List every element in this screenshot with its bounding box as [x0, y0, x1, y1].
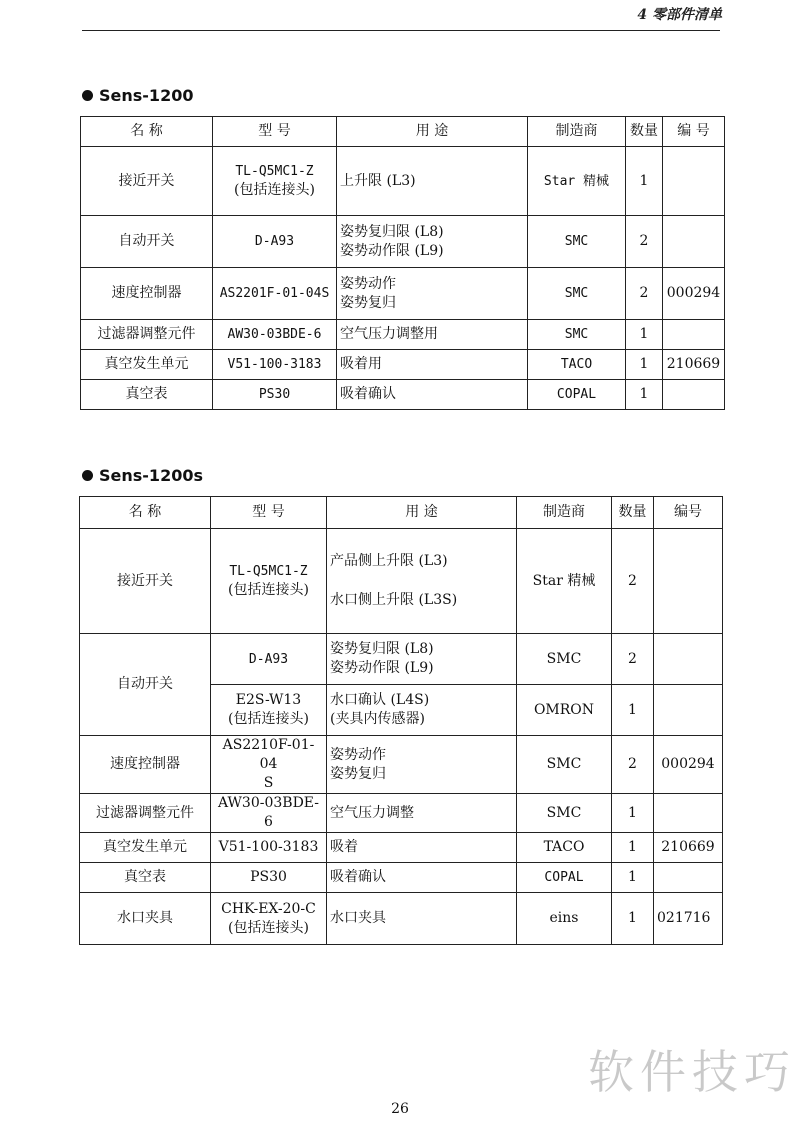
- cell-maker: SMC: [528, 268, 626, 320]
- cell-code: [663, 320, 725, 350]
- use-line: 姿势复归限 (L8): [330, 641, 434, 657]
- cell-code: [654, 634, 723, 685]
- cell-code: 210669: [654, 833, 723, 863]
- cell-maker: Star 精械: [517, 529, 612, 634]
- use-line: 姿势复归: [340, 294, 396, 311]
- model-line: (包括连接头): [228, 919, 309, 936]
- spacer: [330, 571, 513, 591]
- page-number: 26: [391, 1101, 409, 1117]
- column-header: 编 号: [663, 117, 725, 147]
- cell-model: PS30: [211, 863, 327, 893]
- use-line: 姿势动作限 (L9): [330, 660, 434, 676]
- cell-code: 210669: [663, 350, 725, 380]
- table-row: [81, 268, 725, 320]
- column-header: 用 途: [337, 117, 528, 147]
- cell-name: 过滤器调整元件: [80, 794, 211, 833]
- cell-maker: COPAL: [528, 380, 626, 410]
- table-row: [81, 380, 725, 410]
- cell-qty: 1: [626, 320, 663, 350]
- cell-name: 接近开关: [80, 529, 211, 634]
- model-line: (包括连接头): [228, 582, 309, 598]
- use-line: 姿势动作: [340, 275, 396, 292]
- cell-name: 真空表: [80, 863, 211, 893]
- cell-maker: COPAL: [517, 863, 612, 893]
- column-header: 制造商: [517, 497, 612, 529]
- cell-code: [663, 216, 725, 268]
- cell-code: 000294: [654, 736, 723, 794]
- cell-qty: 1: [612, 685, 654, 736]
- cell-use: 吸着确认: [327, 863, 517, 893]
- header-rule: [82, 30, 720, 31]
- cell-model: AS2201F-01-04S: [213, 268, 337, 320]
- cell-name: 自动开关: [80, 634, 211, 736]
- cell-model: D-A93: [211, 634, 327, 685]
- model-line: TL-Q5MC1-Z: [229, 564, 308, 579]
- cell-maker: eins: [517, 893, 612, 945]
- bullet-icon: [82, 90, 93, 101]
- table-row: [81, 320, 725, 350]
- column-header: 名 称: [81, 117, 213, 147]
- section-heading-sens-1200s: [82, 466, 203, 485]
- use-line: (夹具内传感器): [330, 711, 425, 727]
- use-line: 姿势动作: [330, 746, 386, 763]
- table-row: [81, 350, 725, 380]
- cell-use: 吸着确认: [337, 380, 528, 410]
- table-row: [80, 863, 723, 893]
- table-header-row: [80, 497, 723, 529]
- use-line: 水口确认 (L4S): [330, 692, 430, 708]
- table-row: [80, 736, 723, 794]
- bullet-icon: [82, 470, 93, 481]
- cell-name: 真空发生单元: [80, 833, 211, 863]
- parts-table-sens-1200s: [79, 496, 723, 945]
- model-line: S: [263, 775, 274, 791]
- cell-name: 速度控制器: [81, 268, 213, 320]
- model-line: (包括连接头): [228, 711, 309, 727]
- cell-model: [211, 685, 327, 736]
- parts-table-sens-1200: [80, 116, 725, 410]
- cell-name: 自动开关: [81, 216, 213, 268]
- cell-model: V51-100-3183: [211, 833, 327, 863]
- use-line: 姿势复归: [330, 765, 386, 782]
- column-header: 用 途: [327, 497, 517, 529]
- column-header: 型 号: [213, 117, 337, 147]
- cell-qty: 2: [612, 634, 654, 685]
- table-row: [81, 147, 725, 216]
- cell-use: 水口夹具: [327, 893, 517, 945]
- cell-model: [211, 893, 327, 945]
- watermark: 软件技巧: [588, 1045, 796, 1099]
- section-heading-text: Sens-1200s: [99, 466, 203, 485]
- column-header: 名 称: [80, 497, 211, 529]
- cell-maker: OMRON: [517, 685, 612, 736]
- section-heading-sens-1200: [82, 86, 193, 105]
- column-header: 数量: [612, 497, 654, 529]
- section-heading-text: Sens-1200: [99, 86, 194, 105]
- cell-qty: 1: [612, 863, 654, 893]
- cell-qty: 1: [626, 147, 663, 216]
- cell-use: [327, 685, 517, 736]
- cell-model: PS30: [213, 380, 337, 410]
- cell-name: 过滤器调整元件: [81, 320, 213, 350]
- cell-maker: SMC: [528, 320, 626, 350]
- use-line: 姿势复归限 (L8): [340, 223, 444, 240]
- model-line: E2S-W13: [235, 692, 302, 708]
- model-line: (包括连接头): [234, 182, 315, 198]
- cell-name: 真空表: [81, 380, 213, 410]
- cell-maker: TACO: [517, 833, 612, 863]
- table-row: [80, 893, 723, 945]
- column-header: 数量: [626, 117, 663, 147]
- table-row: [80, 833, 723, 863]
- cell-maker: SMC: [517, 794, 612, 833]
- cell-model: [211, 736, 327, 794]
- cell-code: [654, 529, 723, 634]
- cell-code: [654, 685, 723, 736]
- cell-code: [663, 147, 725, 216]
- cell-qty: 2: [612, 736, 654, 794]
- cell-maker: SMC: [517, 634, 612, 685]
- column-header: 制造商: [528, 117, 626, 147]
- cell-model: AW30-03BDE-6: [211, 794, 327, 833]
- cell-use: 吸着: [327, 833, 517, 863]
- cell-use: [327, 529, 517, 634]
- cell-use: 空气压力调整: [327, 794, 517, 833]
- column-header: 型 号: [211, 497, 327, 529]
- cell-name: 水口夹具: [80, 893, 211, 945]
- table-row: [80, 529, 723, 634]
- use-line: 产品侧上升限 (L3): [330, 553, 448, 569]
- cell-model: V51-100-3183: [213, 350, 337, 380]
- model-line: TL-Q5MC1-Z: [235, 164, 314, 179]
- model-line: CHK-EX-20-C: [221, 900, 316, 917]
- table-row: [80, 794, 723, 833]
- cell-name: 速度控制器: [80, 736, 211, 794]
- header-title: 4 零部件清单: [637, 7, 722, 23]
- cell-code: 021716: [654, 893, 723, 945]
- cell-use: [327, 634, 517, 685]
- cell-use: 上升限 (L3): [337, 147, 528, 216]
- cell-name: 接近开关: [81, 147, 213, 216]
- cell-qty: 1: [612, 794, 654, 833]
- cell-model: AW30-03BDE-6: [213, 320, 337, 350]
- cell-qty: 1: [612, 833, 654, 863]
- cell-qty: 2: [612, 529, 654, 634]
- cell-maker: SMC: [528, 216, 626, 268]
- cell-name: 真空发生单元: [81, 350, 213, 380]
- cell-maker: Star 精械: [528, 147, 626, 216]
- use-line: 姿势动作限 (L9): [340, 242, 444, 259]
- cell-use: 吸着用: [337, 350, 528, 380]
- table-row: [80, 634, 723, 685]
- cell-model: [213, 147, 337, 216]
- cell-use: [327, 736, 517, 794]
- column-header: 编号: [654, 497, 723, 529]
- cell-maker: TACO: [528, 350, 626, 380]
- cell-code: [654, 863, 723, 893]
- cell-use: [337, 268, 528, 320]
- cell-code: 000294: [663, 268, 725, 320]
- cell-qty: 1: [626, 380, 663, 410]
- cell-use: 空气压力调整用: [337, 320, 528, 350]
- cell-maker: SMC: [517, 736, 612, 794]
- model-line: AS2210F-01-04: [222, 737, 315, 772]
- cell-model: D-A93: [213, 216, 337, 268]
- use-line: 水口侧上升限 (L3S): [330, 592, 458, 608]
- table-row: [81, 216, 725, 268]
- cell-qty: 1: [612, 893, 654, 945]
- cell-qty: 2: [626, 268, 663, 320]
- cell-code: [663, 380, 725, 410]
- cell-code: [654, 794, 723, 833]
- cell-qty: 1: [626, 350, 663, 380]
- cell-qty: 2: [626, 216, 663, 268]
- table-header-row: [81, 117, 725, 147]
- cell-model: [211, 529, 327, 634]
- cell-use: [337, 216, 528, 268]
